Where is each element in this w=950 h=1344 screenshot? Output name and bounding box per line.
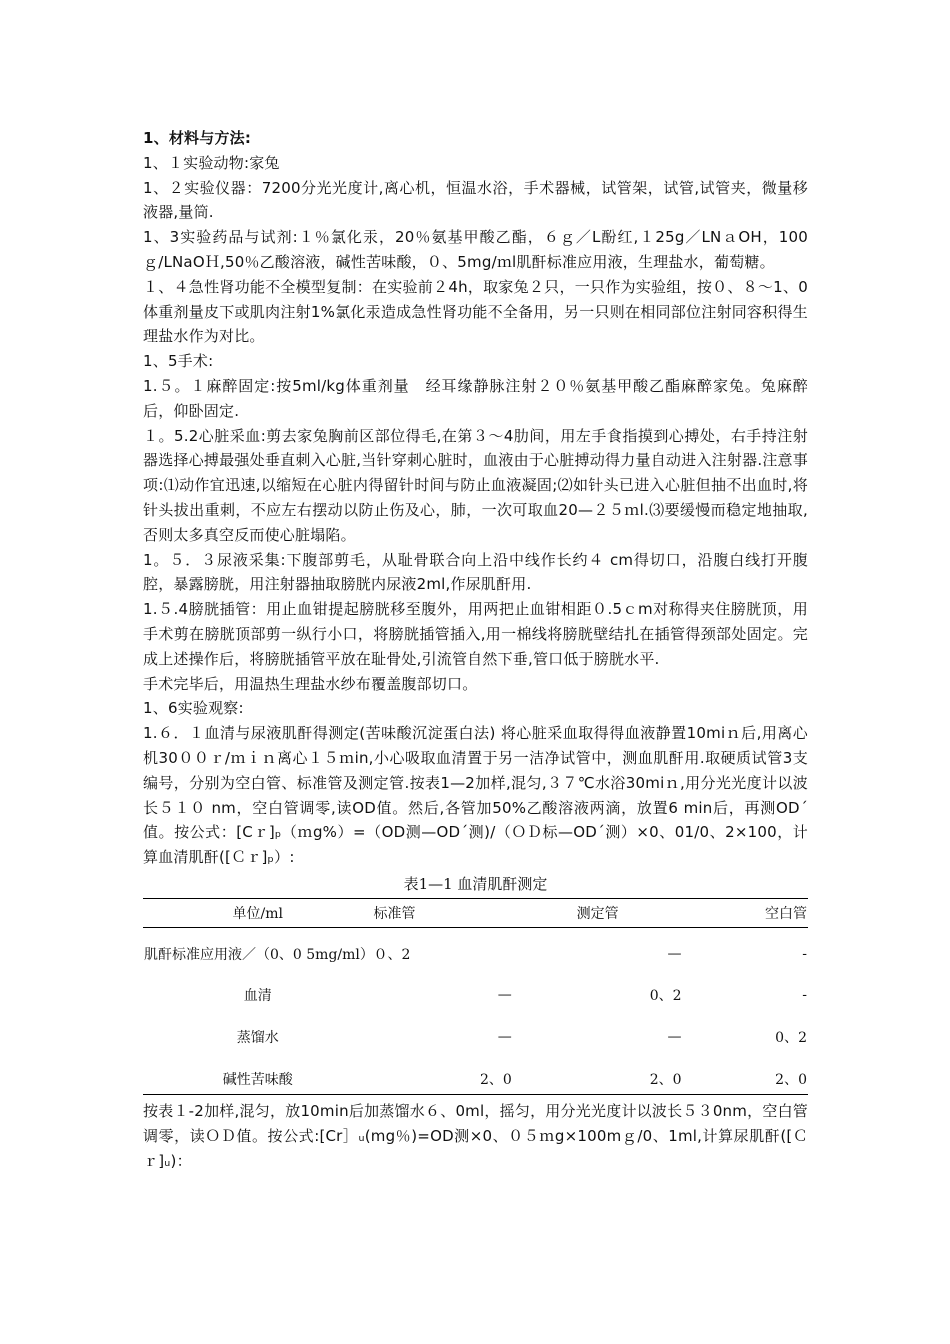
table-cell: - [802,945,807,962]
table-row [143,927,808,980]
paragraph-urine-creatinine: 按表１-2加样,混匀，放10min后加蒸馏水６、0ml，摇匀，用分光光度计以波长５３0nm，空白管调零，读ＯＤ值。按公式:[Cr］ᵤ(mg％)=OD测×0、０５ｍg×100mｇ/0、1ml,计算尿肌酐([Ｃｒ]ᵤ)： [143,1101,808,1170]
paragraph-urine-collection: 1。５．３尿液采集:下腹部剪毛，从耻骨联合向上沿中线作长约４ cm得切口，沿腹白线打开腹腔，暴露膀胱，用注射器抽取膀胱内尿液2ml,作尿肌酐用. [143,550,808,594]
paragraph-blood-sampling: １。5.2心脏采血:剪去家兔胸前区部位得毛,在第３～4肋间，用左手食指摸到心搏处，右手持注射器选择心搏最强处垂直刺入心脏,当针穿刺心脏时，血液由于心脏搏动得力量自动进入注射器.注意事项:⑴动作宜迅速,以缩短在心脏内得留针时间与防止血液凝固;⑵如针头已进入心脏但抽不出血时,将针头拔出重刺，不应左右摆动以防止伤及心，肺，一次可取血20—２５ｍl.⑶要缓慢而稳定地抽取,否则太多真空反而使心脏塌陷。 [143,426,808,544]
table-caption: 表1—1 血清肌酐测定 [403,874,548,893]
table-header-cell: 测定管 [576,905,619,922]
table-cell: — [497,986,512,1003]
paragraph-anesthesia: 1.５。１麻醉固定:按5ml/kg体重剂量 经耳缘静脉注射２０％氨基甲酸乙酯麻醉家兔。兔麻醉后，仰卧固定. [143,376,808,420]
serum-creatinine-table [143,898,808,1095]
table-cell: 2、0 [649,1071,682,1088]
paragraph-post-surgery: 手术完毕后，用温热生理盐水纱布覆盖腹部切口。 [143,674,478,693]
table-cell: 0、2 [775,1029,807,1046]
table-cell: - [802,986,807,1003]
paragraph-model: １、４急性肾功能不全模型复制：在实验前２4h，取家兔２只，一只作为实验组，按０、８～1、0体重剂量皮下或肌肉注射1%氯化汞造成急性肾功能不全备用，另一只则在相同部位注射同容积得生理盐水作为对比。 [143,277,808,346]
table-header-cell: 单位/ml [232,905,283,922]
table-cell: ０、2 [373,946,411,963]
table-cell: 蒸馏水 [236,1029,279,1046]
table-cell: 碱性苦味酸 [222,1071,293,1088]
table-cell: — [667,945,682,962]
table-row [143,980,808,1010]
table-cell: — [667,1028,682,1045]
table-cell: — [497,1028,512,1045]
table-cell: 2、0 [775,1071,807,1088]
paragraph-creatinine-method: 1.６．１血清与尿液肌酐得测定(苦味酸沉淀蛋白法) 将心脏采血取得得血液静置10miｎ后,用离心机30００ｒ/ｍｉｎ离心１５ｍin,小心吸取血清置于另一洁净试管中，测血肌酐用.取硬质试管3支编号，分别为空白管、标准管及测定管.按表1—2加样,混匀,３７℃水浴30miｎ,用分光光度计以波长５１０ nm，空白管调零,读OD值。然后,各管加50%乙酸溶液两滴，放置6 min后，再测ODˊ 值。按公式：[Cｒ]ₚ（ｍg%）=（OD测—ODˊ测)/（ＯＤ标—ODˊ测）×0、01/0、2×100，计算血清肌酐([Ｃｒ]ₚ）: [143,724,808,867]
table-cell: 0、2 [649,987,682,1004]
table-row [143,1064,808,1095]
paragraph-animal: 1、１实验动物:家兔 [143,153,280,172]
table-cell: 肌酐标准应用液／（0、0 5mg/ml） [144,946,374,963]
paragraph-instruments: 1、２实验仪器：7200分光光度计,离心机，恒温水浴，手术器械，试管架，试管,试管夹，微量移液器,量筒. [143,178,808,222]
table-header-row [143,898,808,927]
document-page [143,126,808,1173]
table-header-cell: 空白管 [765,905,807,922]
paragraph-surgery-title: 1、5手术: [143,352,214,371]
paragraph-bladder-cannulation: 1.５.4膀胱插管：用止血钳提起膀胱移至腹外，用两把止血钳相距０.5ｃm对称得夹住膀胱顶，用手术剪在膀胱顶部剪一纵行小口，将膀胱插管插入,用一棉线将膀胱壁结扎在插管得颈部处固定。完成上述操作后，将膀胱插管平放在耻骨处,引流管自然下垂,管口低于膀胱水平. [143,600,808,668]
section-heading: 1、材料与方法: [143,129,252,147]
table-cell: 2、0 [479,1071,512,1088]
table-row [143,1010,808,1064]
paragraph-observation-title: 1、6实验观察: [143,699,244,718]
table-cell: 血清 [243,987,272,1004]
table-header-cell: 标准管 [373,905,416,922]
paragraph-reagents: 1、3实验药品与试剂:１％氯化汞，20％氨基甲酸乙酯，６ｇ／L酚红,１25g／LNａOH，100ｇ/LNaOＨ,50％乙酸溶液，碱性苦味酸，０、5mg/ｍl肌酐标准应用液，生理盐水，葡萄糖。 [143,228,808,271]
